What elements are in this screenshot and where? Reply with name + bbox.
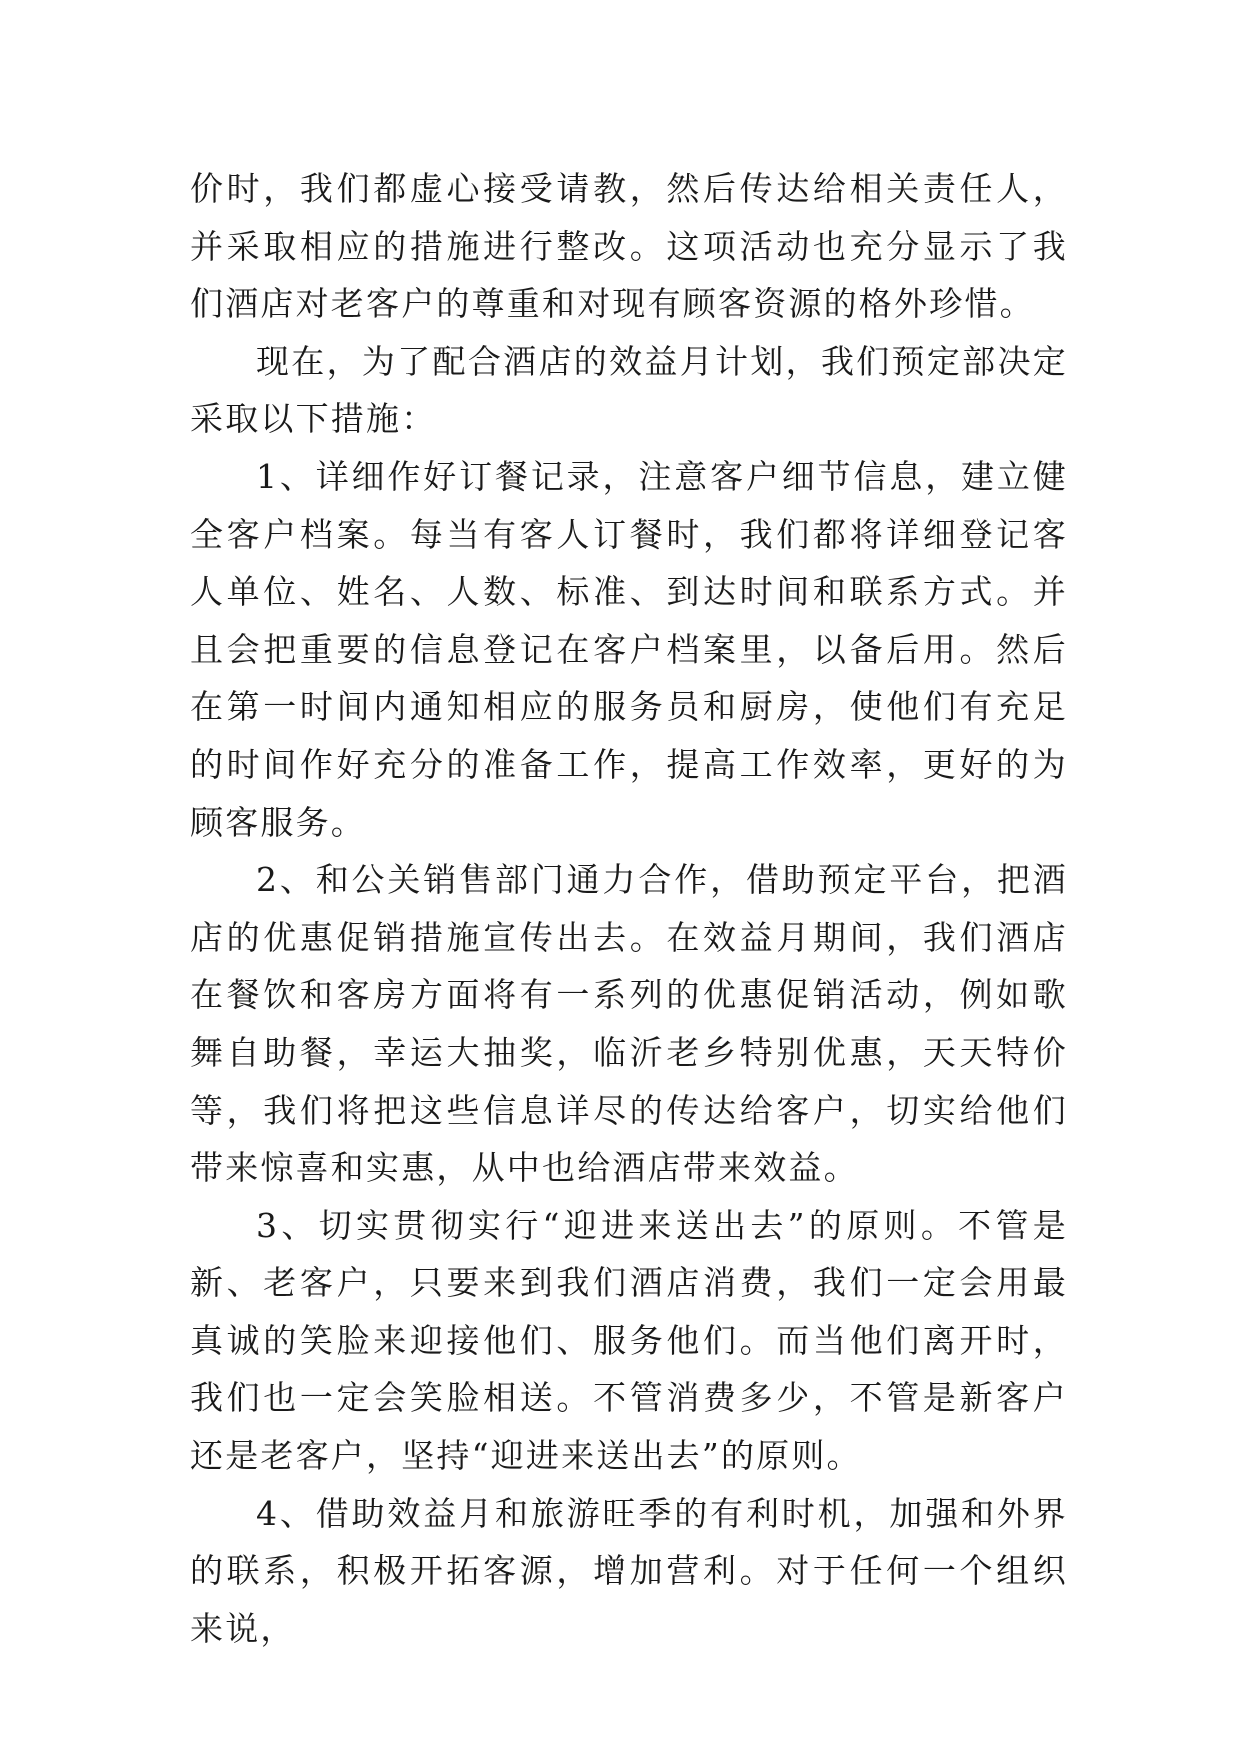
paragraph-measure-4: 4、借助效益月和旅游旺季的有利时机，加强和外界的联系，积极开拓客源，增加营利。对于任何一个组织来说， [190, 1493, 1068, 1648]
paragraph-measure-2: 2、和公关销售部门通力合作，借助预定平台，把酒店的优惠促销措施宣传出去。在效益月期间，我们酒店在餐饮和客房方面将有一系列的优惠促销活动，例如歌舞自助餐，幸运大抽奖，临沂老乡特别优惠，天天特价等，我们将把这些信息详尽的传达给客户，切实给他们带来惊喜和实惠，从中也给酒店带来效益。 [190, 860, 1068, 1188]
document-body [190, 160, 1068, 1657]
paragraph-measure-1: 1、详细作好订餐记录，注意客户细节信息，建立健全客户档案。每当有客人订餐时，我们都将详细登记客人单位、姓名、人数、标准、到达时间和联系方式。并且会把重要的信息登记在客户档案里，以备后用。然后在第一时间内通知相应的服务员和厨房，使他们有充足的时间作好充分的准备工作，提高工作效率，更好的为顾客服务。 [190, 456, 1068, 842]
paragraph-intro-measures: 现在，为了配合酒店的效益月计划，我们预定部决定采取以下措施： [190, 341, 1068, 439]
paragraph-continuation: 价时，我们都虚心接受请教，然后传达给相关责任人，并采取相应的措施进行整改。这项活动也充分显示了我们酒店对老客户的尊重和对现有顾客资源的格外珍惜。 [190, 169, 1068, 324]
paragraph-measure-3: 3、切实贯彻实行“迎进来送出去”的原则。不管是新、老客户，只要来到我们酒店消费，我们一定会用最真诚的笑脸来迎接他们、服务他们。而当他们离开时，我们也一定会笑脸相送。不管消费多少，不管是新客户还是老客户，坚持“迎进来送出去”的原则。 [190, 1205, 1068, 1476]
